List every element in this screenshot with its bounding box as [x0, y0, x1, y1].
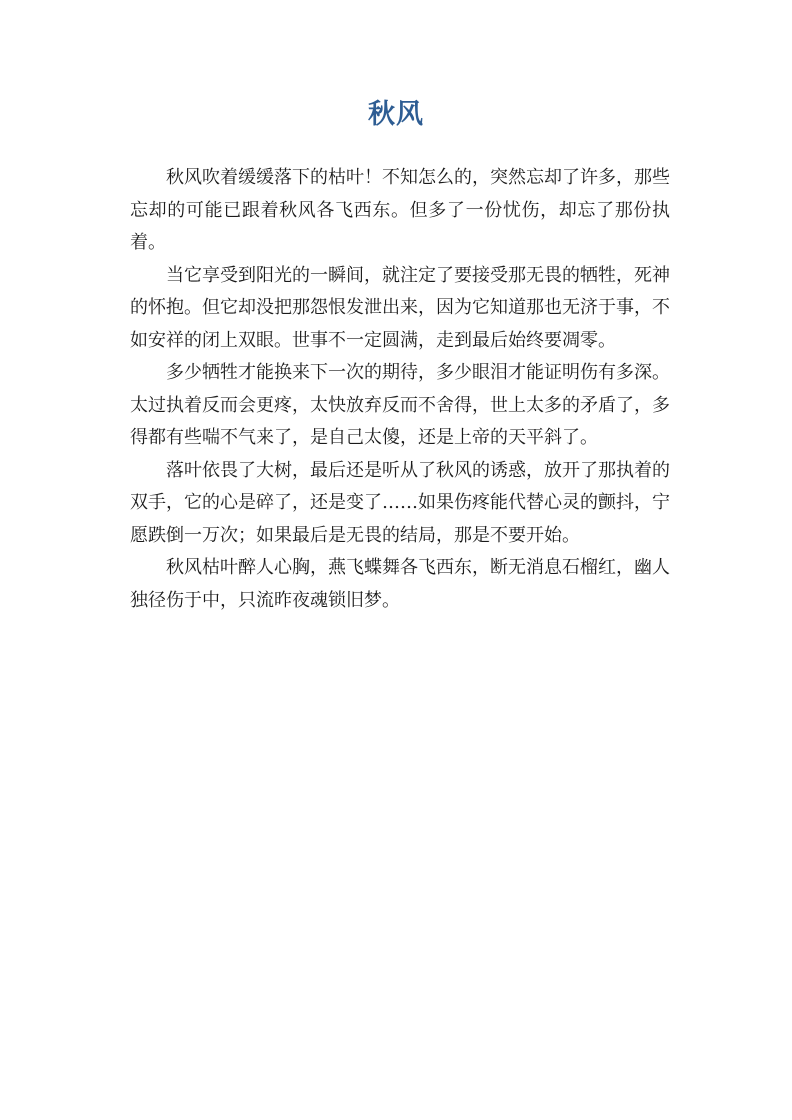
paragraph-2: 当它享受到阳光的一瞬间，就注定了要接受那无畏的牺牲，死神的怀抱。但它却没把那怨恨发泄出来，因为它知道那也无济于事，不如安祥的闭上双眼。世事不一定圆满，走到最后始终要凋零。 [130, 264, 670, 351]
paragraph-3: 多少牺牲才能换来下一次的期待，多少眼泪才能证明伤有多深。太过执着反而会更疼，太快放弃反而不舍得，世上太多的矛盾了，多得都有些喘不气来了，是自己太傻，还是上帝的天平斜了。 [130, 362, 670, 448]
paragraph-1: 秋风吹着缓缓落下的枯叶！不知怎么的，突然忘却了许多，那些忘却的可能已跟着秋风各飞西东。但多了一份忧伤，却忘了那份执着。 [130, 167, 670, 253]
document-body [130, 162, 670, 617]
document-title: 秋风 [368, 99, 424, 130]
paragraph-4: 落叶依畏了大树，最后还是听从了秋风的诱惑，放开了那执着的双手，它的心是碎了，还是变了……如果伤疼能代替心灵的颤抖，宁愿跌倒一万次；如果最后是无畏的结局，那是不要开始。 [130, 459, 670, 546]
paragraph-5: 秋风枯叶醉人心胸，燕飞蝶舞各飞西东，断无消息石榴红，幽人独径伤于中，只流昨夜魂锁旧梦。 [130, 557, 670, 611]
